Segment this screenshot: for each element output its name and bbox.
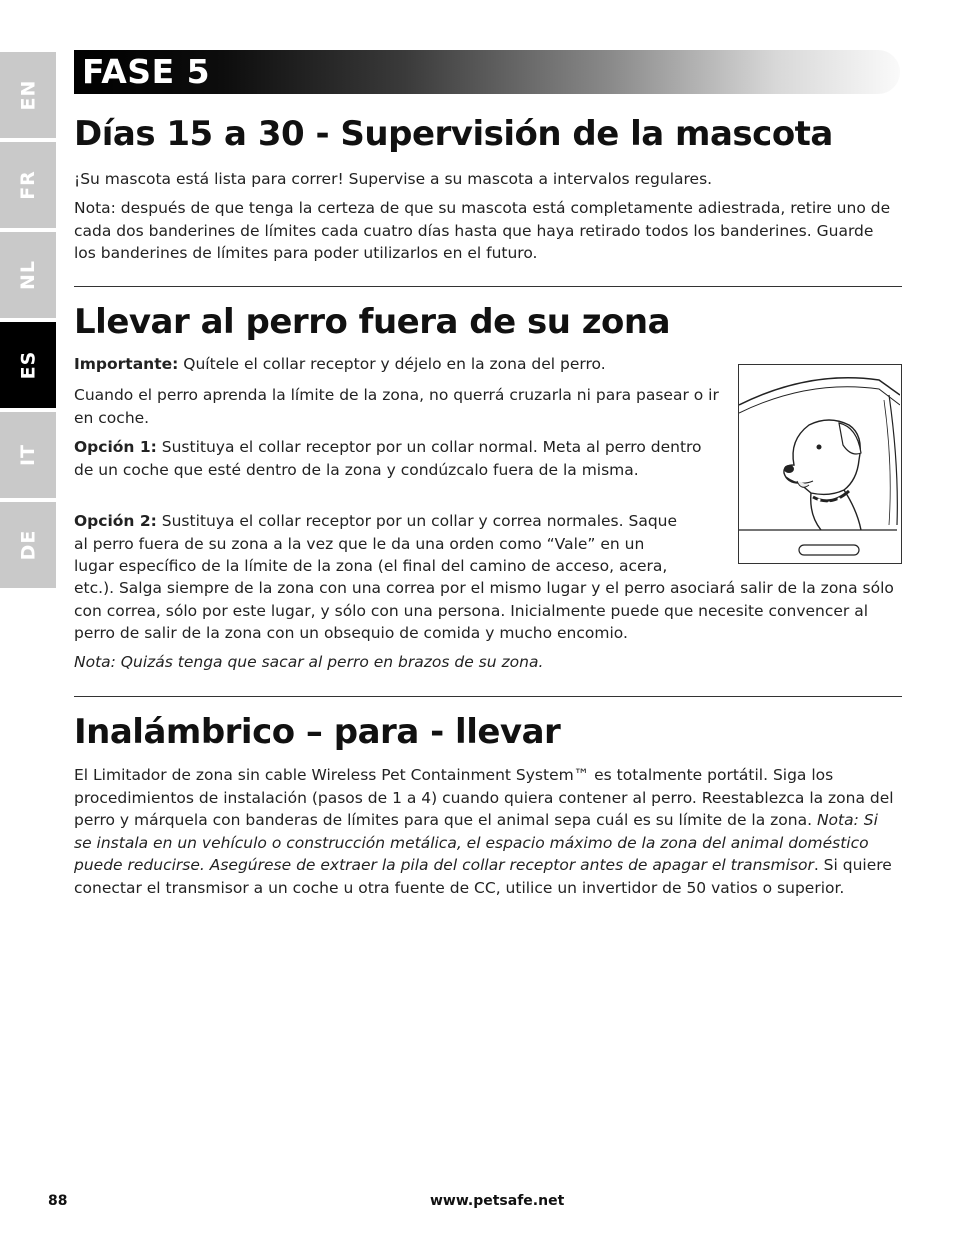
lang-tab-label: IT xyxy=(17,443,39,467)
lang-tab-fr xyxy=(0,142,56,228)
option1-text: Sustituya el collar receptor por un collar normal. Meta al perro dentro de un coche que esté dentro de la zona y condúzcalo fuera de la misma. xyxy=(74,438,702,479)
option2-paragraph-top xyxy=(74,510,734,578)
page-number: 88 xyxy=(48,1193,68,1209)
section-title-outside-zone: Llevar al perro fuera de su zona xyxy=(74,302,671,342)
phase-title: FASE 5 xyxy=(82,52,211,91)
option2-paragraph-rest: etc.). Salga siempre de la zona con una correa por el mismo lugar y el perro asociará salir de la zona sólo con correa, sólo por este lugar, y sólo con una persona. Inicialmente puede que necesite convencer al perro de salir de la zona con un obsequio de comida y mucho encomio. xyxy=(74,579,894,642)
lang-tab-de xyxy=(0,502,56,588)
section1-note: Nota: después de que tenga la certeza de que su mascota está completamente adiestrada, retire uno de cada dos banderines de límites cada cuatro días hasta que haya retirado todos los banderines. Guarde los banderines de límites para poder utilizarlos en el futuro. xyxy=(74,199,891,262)
important-paragraph xyxy=(74,353,719,376)
lang-tab-en xyxy=(0,52,56,138)
lang-tab-label: DE xyxy=(16,529,39,561)
lang-tab-label: ES xyxy=(16,350,39,380)
option2-line2: al perro fuera de su zona a la vez que le da una orden como “Vale” en un xyxy=(74,534,645,553)
section-title-portable: Inalámbrico – para - llevar xyxy=(74,712,561,752)
cuando-paragraph: Cuando el perro aprenda la límite de la zona, no querrá cruzarla ni para pasear o ir en coche. xyxy=(74,386,719,427)
lang-tab-label: FR xyxy=(16,170,39,200)
important-label: Importante: xyxy=(74,355,179,373)
lang-tab-it xyxy=(0,412,56,498)
phase-banner xyxy=(74,50,900,94)
option2-line1: Sustituya el collar receptor por un collar y correa normales. Saque xyxy=(156,512,678,530)
lang-tab-nl xyxy=(0,232,56,318)
portable-text-1: El Limitador de zona sin cable Wireless Pet Containment System™ es totalmente portátil. Siga los procedimientos de instalación (pasos de 1 a 4) cuando quiera contener al perro. Reestablezca la zona del perro y márquela con banderas de límites para que el animal sepa cuál es su límite de la zona. xyxy=(74,766,894,829)
section-title-supervision: Días 15 a 30 - Supervisión de la mascota xyxy=(74,114,833,154)
lang-tab-label: NL xyxy=(16,259,39,291)
divider xyxy=(74,696,902,697)
portable-paragraph xyxy=(74,764,900,899)
option2-label: Opción 2: xyxy=(74,512,157,530)
section1-intro: ¡Su mascota está lista para correr! Supervise a su mascota a intervalos regulares. xyxy=(74,170,713,188)
option1-label: Opción 1: xyxy=(74,438,157,456)
option1-paragraph xyxy=(74,436,719,481)
portable-note-italic: Nota: Si se instala en un vehículo o construcción metálica, el espacio máximo de la zona del animal doméstico puede reducirse. Asegúrese de extraer la pila del collar receptor antes de apagar el transmisor xyxy=(74,811,878,874)
website-url[interactable]: www.petsafe.net xyxy=(430,1193,565,1209)
lang-tab-es xyxy=(0,322,56,408)
portable-text-2: . Si quiere conectar el transmisor a un coche u otra fuente de CC, utilice un invertidor de 50 vatios o superior. xyxy=(74,856,892,897)
important-text: Quítele el collar receptor y déjelo en la zona del perro. xyxy=(178,355,606,373)
carry-note xyxy=(74,651,900,674)
divider xyxy=(74,286,902,287)
dog-in-car-image xyxy=(739,365,900,562)
option2-line3: lugar específico de la límite de la zona (el final del camino de acceso, acera, xyxy=(74,557,668,575)
dog-in-car-illustration xyxy=(738,364,902,564)
lang-tab-label: EN xyxy=(16,79,39,111)
carry-note-text: Nota: Quizás tenga que sacar al perro en brazos de su zona. xyxy=(74,653,544,671)
